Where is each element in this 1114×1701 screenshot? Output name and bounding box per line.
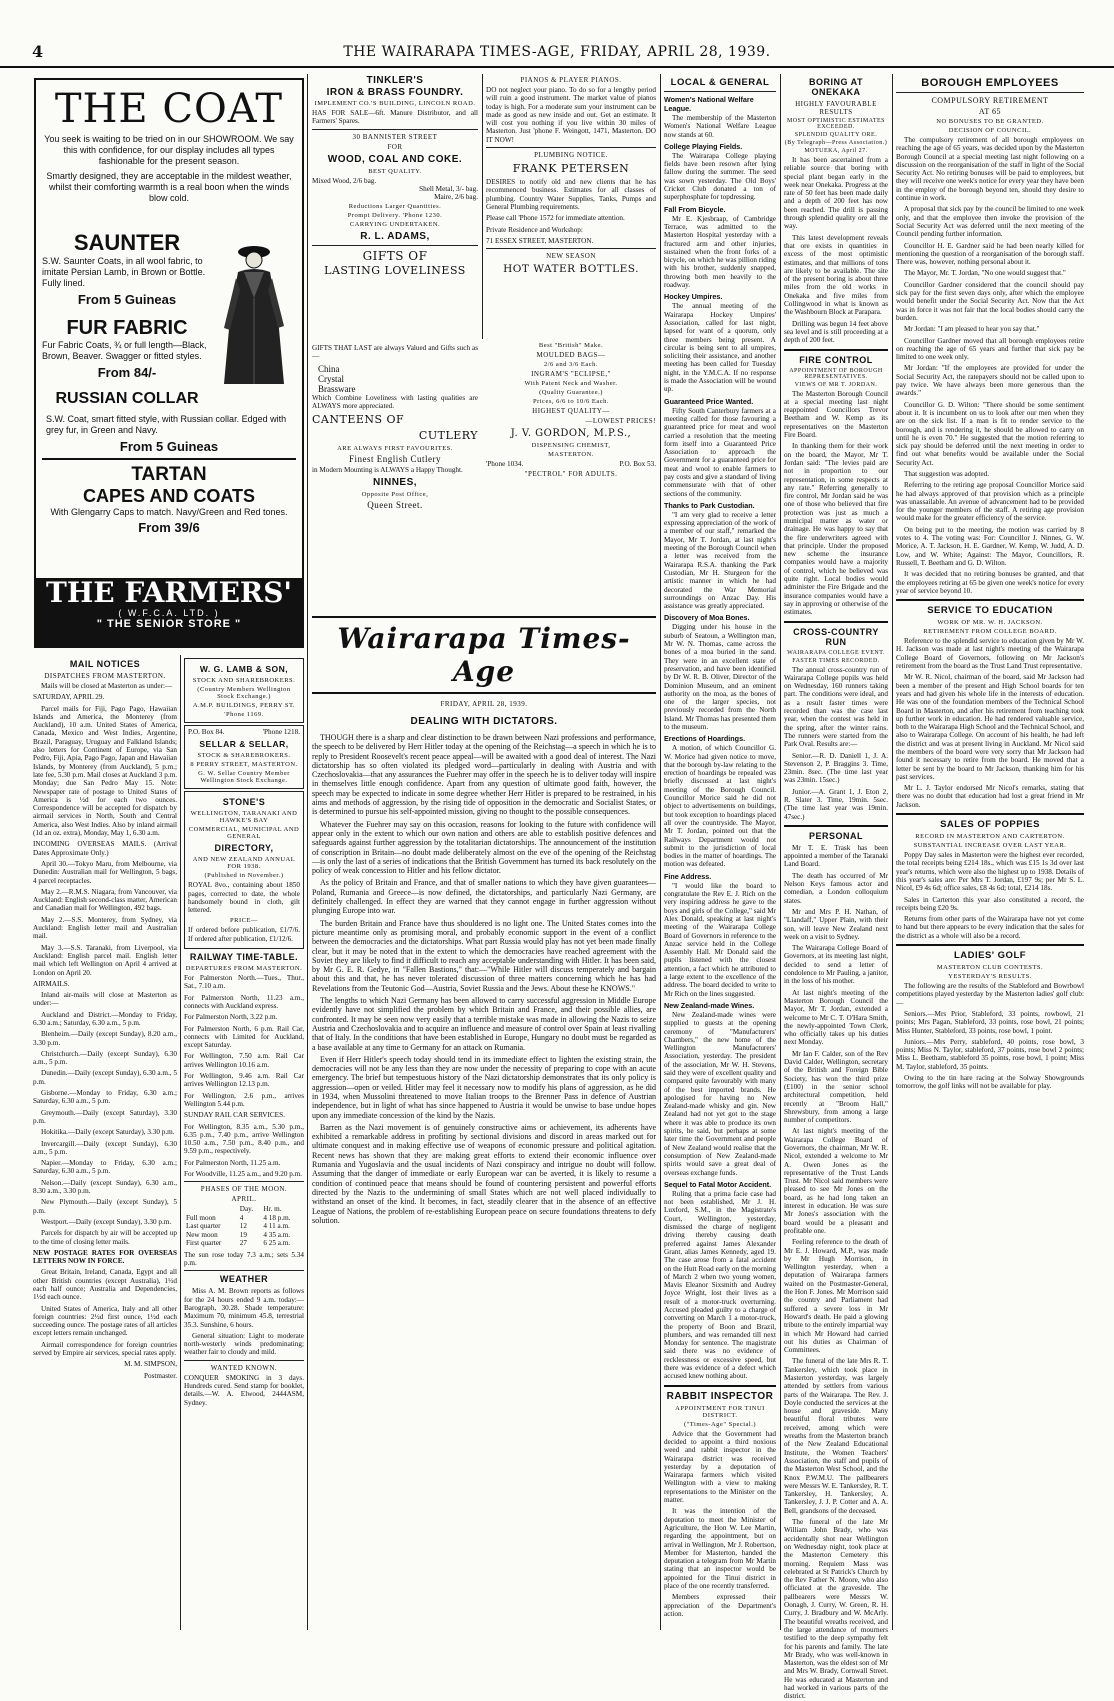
editorial-date: FRIDAY, APRIL 28, 1939.: [440, 700, 528, 708]
store-tagline: " THE SENIOR STORE ": [96, 618, 242, 630]
capes-coats-title: CAPES AND COATS: [82, 486, 255, 506]
editorial-section: Wairarapa Times-Age FRIDAY, APRIL 28, 1939. DEALING WITH DICTATORS. THOUGH there is a sharp and clear distinction to be drawn between Nazi professions and performance, the speech to be delivered by Herr Hitler today at the opening of the Reichstag—a speech in which he is to reply to President Roosevelt's recent peace appeal—will be awaited with a good deal of interest. The Nazi dictatorship has so often violated its pledged word—particularly in dealing with Austria and with Czechoslovakia—that any assurances the Fuehrer may offer in the speech he is to deliver today will inspire in themselves little enough confidence. Apart from any question of ultimate good faith, however, the speech may be expected to indicate in some degree whether Herr Hitler is prepared to be restrained, in his aims and methods of aggression, by the rising tide of opposition in the democratic and Socialist States, or is determined to pursue his self-appointed mission, giving no thought to the possible consequences. Whatever the Fuehrer may say on this occasion, reasons for looking to the future with confidence will appear only in the extent to which our own nation and others are able to establish positive defences and safeguards against further aggression by the totalitarian dictatorships. The announcement of the institution of conscription in Britain—no doubt made deliberately almost on the eve of the opening of the Reichstag—is only the last of a series of indications that the British Government has turned its back resolutely on the policy of weak concession to Hitler and his fellow dictator. As the policy of Britain and France, and that of smaller nations to which they have given guarantees—Poland, Rumania and Greece—is now defined, the dictatorships, and particularly Nazi Germany, are definitely challenged. In effect they are warned that they cannot engage in further aggression without plunging Europe into war. The burden Britain and France have thus shouldered is no light one. The United States comes into the picture meantime only as promising moral, and probably economic support in the event of a conflict between the democracies and the dictatorships. What part Russia would play has not yet been made finally clear, but it may be noted that in the extent to which the democracies have reached agreement with the Soviet they are likely to find it difficult to reach any acceptable understanding with Hitler. It has been said, by Mr G. E. R. Gedye, in "Fallen Bastions," that:—"While Hitler will discuss temperately and bargain about this and that, he has never tolerated discussion of three matters concerning which he has had Revelations from the Teutonic God—Austria, Soviet Russia and the Jews. About these he KNOWS." The lengths to which Nazi Germany has been allowed to carry successful aggression in Middle Europe evidently have not simplified the problem by which Britain and France, and their possible allies, are confronted. It may be seen now very easily that a terrible mistake was made in allowing the Nazis to seize Austria and Czechoslovakia and to acquire an influence and measure of control over Spain at least rivalling that of Italy. In the conditions that have been established in Europe, Hungary no doubt must be regarded as a base available at any time to Germany for an attack on Rumania. Even if Herr Hitler's speech today should tend in its immediate effect to lighten the existing strain, the democracies will not be any less than they are now under the necessity of preparing to cope with an acute emergency. The brief but tempestuous history of the Nazi dictatorship demonstrates that its only policy is aggression—open or veiled. Hitler may feel it necessary now to modify his plans of aggression, as he did in 1934, when Mussolini threatened to move Italian troops to the Brenner Pass in defence of Austrian independence, but in light of what has since happened to Austria it would be unwise to base undue hopes upon any immediate concession of the kind by the Nazis. Barren as the Nazi movement is of genuinely constructive aims or achievement, its adherents have exhibited a remarkable address in profiting by sectional divisions and discord in areas marked out for ultimate conquest and in making effective use of weapons of economic pressure and political agitation. Recent news has shown that they are making great efforts to extend their economic influence over Rumania and Yugoslavia and the usual incidents of Nazi conspiracy and intrigue no doubt will follow. Assuming that the danger of immediate or early European war can be averted, it is likely to resume a condition of continued peace that means should be found of countering persistent and powerful efforts directed by the Nazis to the undermining of small States which are not well placed individually to withstand an onset of the kind. It becomes, in fact, steadily clearer that in the absence of an effective League of Nations, the problem of re-establishing European peace on secure foundations threatens to defy solution.: [312, 612, 656, 1630]
store-name: THE FARMERS': [45, 576, 292, 609]
table-row: Last quarter 12 4 11 a.m.: [186, 1222, 290, 1231]
ads-column-a: [312, 74, 478, 344]
business-notices: [184, 656, 304, 1630]
coat-headline: THE COAT: [54, 86, 284, 132]
ads-column-a-lower: GIFTS THAT LAST are always Valued and Gifts such as— China Crystal Brassware Which Combine Loveliness with lasting qualities are ALWAYS more appreciated. CANTEENS OF CUTLERY ARE ALWAYS FIRST FAVOURITES. Finest English Cutlery in Modern Mounting is ALWAYS a Happy Thought. NINNES, Opposite Post Office, Queen Street.: [312, 344, 478, 511]
stones-directory-ad: STONE'S WELLINGTON, TARANAKI AND HAWKE'S BAY COMMERCIAL, MUNICIPAL AND GENERAL DIRECTORY, AND NEW ZEALAND ANNUAL FOR 1938. (Published in November.) ROYAL 8vo., containing about 1850 pages, corrected to date, the whole handsomely bound in cloth, gilt lettered. PRICE— If ordered before publication, £1/7/6. If ordered after publication, £1/12/6.: [184, 791, 304, 949]
mail-title: MAIL NOTICES: [69, 659, 141, 669]
ladies-golf-article: LADIES' GOLF MASTERTON CLUB CONTESTS. YESTERDAY'S RESULTS. The following are the results of the Stableford and Bowrbowl competitions played yesterday by the Masterton ladies' golf club:— Seniors.—Mrs Prior, Stableford, 33 points, rowbowl, 21 points; Mrs Pagan, Stableford, 33 points, rose bowl, 21 points; Miss Hunter, Stableford, 33 points, rose bowl, 1 point. Juniors.—Mrs Perry, stableford, 40 points, rose bowl, 3 points; Miss N. Taylor, stableford, 37 points, rose bowl 2 points; Miss L. Beetham, stableford 35 points, rose bowl, 1 point; Miss M. Taylor, stableford, 35 points. Owing to the tin hare racing at the Solway Showgrounds tomorrow, the golf links will not be available for play.: [896, 950, 1084, 1091]
column-rule: [660, 74, 661, 1630]
russian-collar-text: S.W. Coat, smart fitted style, with Russian collar. Edged with grey fur, in Green and Navy.: [46, 414, 287, 435]
masthead-title: THE WAIRARAPA TIMES-AGE, FRIDAY, APRIL 28, 1939.: [343, 44, 771, 60]
tinkler-ad: TINKLER'S IRON & BRASS FOUNDRY. IMPLEMENT CO.'S BUILDING, LINCOLN ROAD. HAS FOR SALE—6ft. Manure Distributor, and all Farmers' Spares.: [312, 75, 478, 126]
fur-fabric-text: Fur Fabric Coats, ¾ or full length—Black, Brown, Beaver. Swagger or fitted styles.: [42, 340, 207, 361]
moon-table: Day. Hr. m. Full moon 4 4 18 p.m. Last quarter 12 4 11 a.m. New moon 19 4 35 a.m. First quarter 27 6 25 a.m.: [184, 1205, 304, 1248]
wood-coal-ad: 30 BANNISTER STREET FOR WOOD, COAL AND COKE. BEST QUALITY. Mixed Wood, 2/6 bag. Shell Metal, 3/- bag. Maire, 2/6 bag. Reductions Larger Quantities. Prompt Delivery. 'Phone 1230. CARRYING UNDERTAKEN. R. L. ADAMS,: [312, 132, 478, 243]
coat-smartly: Smartly designed, they are acceptable in the mildest weather, whilst their comforting warmth is a real boon when the winds blow cold.: [46, 171, 292, 203]
local-general-title: LOCAL & GENERAL: [670, 77, 770, 88]
fur-fabric-title: FUR FABRIC: [66, 317, 188, 339]
coat-intro: You seek is waiting to be tried on in our SHOWROOM. We say this with confidence, for our display includes all types fashionable for the present season.: [44, 134, 294, 166]
borough-column: BOROUGH EMPLOYEES COMPULSORY RETIREMENT AT 65 NO BONUSES TO BE GRANTED. DECISION OF COUNCIL. The compulsory retirement of all borough employees on reaching the age of 65 years, was decided upon by the Masterton Borough Council at a special meeting last night following on a discussion on the reorganisation of the staff in light of the Social Security Act. No retiring bonuses will be paid to employees, but they will receive one week's notice for every year they have been in the employ of the borough beyond ten, should they desire to continue in work. A proposal that sick pay by the council be limited to one week only, and that the employee then invoke the provision of the Social Security Act was deferred until the next meeting of the Council pending further information. Councillor H. E. Gardner said he had been nearly killed for mentioning the question of a reorganisation of the borough staff. There was, however, nothing personal about it. The Mayor, Mr. T. Jordan, "No one would suggest that." Councillor Gardner considered that the council should pay sick pay for the first seven days only, after which the employee would benefit under the Social Security Act. Now that the Act was in force it was not fair that the local bodies should carry the burden. Mr Jordan: "I am pleased to hear you say that." Councillor Gardner moved that all borough employees retire on reaching the age of 65 years and further that sick pay be limited to one week only. Mr Jordan: "If the employees are provided for under the Social Security Act, the ratepayers should not be called upon to pay twice. We have always been more generous than the awards." Councillor G. D. Wilton: "There should be some sentiment about it. It is incumbent on us to look after our men when they are on the sick list. If a man is fit to render service to the borough, and is rendering it, he should be allowed to carry on until he is even 70." He suggested that the motion referring to sick pay should be deferred until the next meeting in order to find out what benefits would be available under the Social Security Act. That suggestion was adopted. Referring to the retiring age proposal Councillor Morice said he had always approved of that provision which as a principle was unassailable. An avenue of advancement had to be provided for the younger members of the staff. A retiring age provision would make for the greater efficiency of the service. On being put to the meeting, the motion was carried by 8 votes to 4. The voting was: For: Councillor J. Ninnes, G. W. Morice, A. T. Jackson, H. E. Gardner, W. Kemp, W. Judd, A. D. Low, and W. White; Against: The Mayor, Councillors, R. Russell, T. Beetham and G. D. Wilton. It was decided that no retiring bonuses be granted, and that the employees retiring at 65 be given one week's notice for every year of service beyond 10. SERVICE TO EDUCATION WORK OF MR. W. H. JACKSON. RETIREMENT FROM COLLEGE BOARD. Reference to the splendid service to education given by Mr W. H. Jackson was made at last night's meeting of the Wairarapa College Board of Governors, following on Mr Jackson's retirement from the board as the Trust Land Trust representative. Mr W. R. Nicol, chairman of the board, said Mr Jackson had been a member of the present and High School boards for ten years and had given his whole life in the interests of education. He was one of the foundation members of the Technical School Board in Masterton, and after his retirement from teaching took up further work in education. He had rendered valuable service, both to the Wairarapa High School and the Technical School, and also to Wairarapa College. On account of his health, he had left the district and was at present living in Auckland. Mr Nicol said the members of the board were very sorry that Mr Jackson had found it necessary to retire from the board. He moved that a letter be sent by the board to Mr Jackson, thanking him for his past services. Mr L. J. Taylor endorsed Mr Nicol's remarks, stating that there was no doubt that education had lost a great friend in Mr Jackson. SALES OF POPPIES RECORD IN MASTERTON AND CARTERTON. SUBSTANTIAL INCREASE OVER LAST YEAR. Poppy Day sales in Masterton were the highest ever recorded, the total receipts being £214 18s., which was £15 1s 3d over last year's returns, which were also the highest up to 1938. Details of this year's sales are: Per Mrs T. Jordan, £197 9s; per Mr S. L. Nicol, £9 4s 6d; office sales, £8 4s 6d; total, £214 18s. Sales in Carterton this year also constituted a record, the receipts being £20 9s. Returns from other parts of the Wairarapa have not yet come to hand but there appears to be every indication that the sales for the district as a whole will also be a record. LADIES' GOLF MASTERTON CLUB CONTESTS. YESTERDAY'S RESULTS. The following are the results of the Stableford and Bowrbowl competitions played yesterday by the Masterton ladies' golf club:— Seniors.—Mrs Prior, Stableford, 33 points, rowbowl, 21 points; Mrs Pagan, Stableford, 33 points, rose bowl, 21 points; Miss Hunter, Stableford, 33 points, rose bowl, 1 point. Juniors.—Mrs Perry, stableford, 40 points, rose bowl, 3 points; Miss N. Taylor, stableford, 37 points, rose bowl 2 points; Miss L. Beetham, stableford 35 points, rose bowl, 1 point; Miss M. Taylor, stableford, 35 points. Owing to the tin hare racing at the Solway Showgrounds tomorrow, the golf links will not be available for play.: [896, 77, 1084, 1091]
table-row: First quarter 27 6 25 a.m.: [186, 1239, 291, 1248]
pianos-ad: PIANOS & PLAYER PIANOS. DO not neglect your piano. To do so for a lengthy period will ruin a good instrument. The market value of pianos today is high. For a moderate sum your instrument can be made as good as new inside and out. Get an estimate. It will cost you nothing if you live within 30 miles of Masterton. Just 'phone F. Weingott, 1471, Masterton. DO IT NOW!: [486, 76, 656, 144]
saunter-text: S.W. Saunter Coats, in all wool fabric, to imitate Persian Lamb, in Brown or Bottle. Fully lined.: [42, 256, 206, 288]
boring-title: BORING AT ONEKAKA: [809, 77, 863, 97]
column-rule: [180, 655, 181, 1630]
borough-title: BOROUGH EMPLOYEES: [921, 77, 1059, 89]
newspaper-nameplate: Wairarapa Times-Age: [337, 622, 631, 688]
fire-control-title: FIRE CONTROL: [799, 354, 873, 365]
weather-report: WEATHER Miss A. M. Brown reports as follows for the 24 hours ended 9 a.m. today:—Barograph, 30.28. Shade temperature: Maximum 70, minimum 45.8, terrestrial 35.3. Sunshine, 6 hours. General situation: Light to moderate north-westerly winds predominating; weather fair to cloudy and mild.: [184, 1274, 304, 1357]
ads-column-b: [486, 74, 656, 340]
tartan-text: With Glengarry Caps to match. Navy/Green and Red tones.: [50, 507, 288, 517]
cross-country-title: CROSS-COUNTRY RUN: [793, 626, 879, 647]
column-rule: [307, 74, 308, 1630]
personal-title: PERSONAL: [808, 830, 863, 841]
railway-timetable: RAILWAY TIME-TABLE. DEPARTURES FROM MASTERTON. For Palmerston North.—Tues., Thur., Sat., 7.10 a.m. For Palmerston North, 11.23 a.m., connects with Auckland express. For Palmerston North, 3.22 p.m. For Palmerston North, 6 p.m. Rail Car, connects with Limited for Auckland, except Saturday. For Wellington, 7.50 a.m. Rail Car arrives Wellington 10.16 a.m. For Wellington, 9.46 a.m. Rail Car arrives Wellington 12.13 p.m. For Wellington, 2.6 p.m., arrives Wellington 5.44 p.m. SUNDAY RAIL CAR SERVICES. For Wellington, 8.35 a.m., 5.30 p.m., 6.35 p.m., 7.40 p.m., arrive Wellington 10.50 a.m., 7.50 p.m., 8.40 p.m., and 9.59 p.m., respectively. For Palmerston North, 11.25 a.m. For Woodville, 11.25 a.m., and 9.20 p.m.: [184, 952, 304, 1179]
moon-phases: PHASES OF THE MOON. APRIL. Day. Hr. m. Full moon 4 4 18 p.m. Last quarter 12 4 11 a.m. New moon 19 4 35 a.m. First quarter 27 6 25 a.m. The sun rose today 7.3 a.m.; sets 5.34 p.m.: [184, 1185, 304, 1268]
column-rule: [780, 74, 781, 1630]
rabbit-inspector-article: RABBIT INSPECTOR APPOINTMENT FOR TINUI DISTRICT. ("Times-Age" Special.) Advice that the Government had decided to appoint a third noxious weed and rabbit inspector in the Wairarapa district was received yesterday by a deputation of Wairarapa farmers which visited Wellington with a view to making representations to the Minister on the matter. It was the intention of the deputation to meet the Minister of Agriculture, the Hon W. Lee Martin, regarding the appointment, but on arrival in Wellington, Mr J. Robertson, Member for Masterton, handed the deputation a telegram from Mr Martin stating that an inspector would be appointed for the Tinui district in place of the one recently transferred. Members expressed their appreciation of the Department's action.: [664, 1390, 776, 1618]
column-rule: [892, 74, 893, 1630]
russian-collar-price: From 5 Guineas: [119, 439, 219, 454]
sellar-ad: P.O. Box 84. 'Phone 1218. SELLAR & SELLAR, STOCK & SHAREBROKERS. 8 PERRY STREET, MASTERTON. G. W. Sellar Country Member Wellington Stock Exchange.: [184, 725, 304, 789]
coat-advertisement: [34, 78, 304, 648]
column-rule: [482, 74, 483, 339]
store-sub: ( W.F.C.A. LTD. ): [118, 608, 220, 618]
saunter-price: From 5 Guineas: [77, 292, 177, 307]
table-row: Full moon 4 4 18 p.m.: [186, 1213, 291, 1222]
ads-column-b-lower: Best "British" Make. MOULDED BAGS— 2/6 and 3/6 Each. INGRAM'S "ECLIPSE," With Patent Neck and Washer. (Quality Guarantee.) Prices, 6/6 to 10/6 Each. HIGHEST QUALITY— —LOWEST PRICES! J. V. GORDON, M.P.S., DISPENSING CHEMIST, MASTERTON. 'Phone 1034. P.O. Box 53. "PECTROL" FOR ADULTS.: [486, 342, 656, 479]
poppies-article: SALES OF POPPIES RECORD IN MASTERTON AND CARTERTON. SUBSTANTIAL INCREASE OVER LAST YEAR. Poppy Day sales in Masterton were the highest ever recorded, the total receipts being £214 18s., which was £15 1s 3d over last year's returns, which were also the highest up to 1938. Details of this year's sales are: Per Mrs T. Jordan, £197 9s; per Mr S. L. Nicol, £9 4s 6d; office sales, £8 4s 6d; total, £214 18s. Sales in Carterton this year also constituted a record, the receipts being £20 9s. Returns from other parts of the Wairarapa have not yet come to hand but there appears to be every indication that the sales for the district as a whole will also be a record.: [896, 819, 1084, 940]
service-education-article: SERVICE TO EDUCATION WORK OF MR. W. H. JACKSON. RETIREMENT FROM COLLEGE BOARD. Reference to the splendid service to education given by Mr W. H. Jackson was made at last night's meeting of the Wairarapa College Board of Governors, following on Mr Jackson's retirement from the board as the Trust Land Trust representative. Mr W. R. Nicol, chairman of the board, said Mr Jackson had been a member of the present and High School boards for ten years and had given his whole life in the interests of education. He was one of the foundation members of the Technical School Board in Masterton, and after his retirement from teaching took up further work in education. He had rendered valuable service, both to the Wairarapa High School and the Technical School, and also to Wairarapa College. On account of his health, he had left the district and was at present living in Auckland. Mr Nicol said the members of the board were very sorry that Mr Jackson had found it necessary to retire from the board. He moved that a letter be sent by the board to Mr Jackson, thanking him for his past services. Mr L. J. Taylor endorsed Mr Nicol's remarks, stating that there was no doubt that education had lost a great friend in Mr Jackson.: [896, 605, 1084, 809]
woman-in-coat-illustration: [214, 238, 294, 388]
editorial-title: DEALING WITH DICTATORS.: [410, 716, 558, 727]
farmers-store-banner: [36, 578, 302, 646]
tartan-price: From 39/6: [138, 520, 200, 535]
ninnes-gifts-ad: GIFTS OF LASTING LOVELINESS: [324, 249, 466, 278]
mail-notices: MAIL NOTICES DISPATCHES FROM MASTERTON. Mails will be closed at Masterton as under:— SATURDAY, APRIL 29. Parcel mails for Fiji, Pago Pago, Hawaiian Islands and America, the Monterey (from Auckland), 10 a.m. United States of America, Canada, Mexico and West Indies, Argentine, Brazil, Paraguay, Uruguay and Falkland Islands; also letters for Continent of Europe, via San Pedro, Fiji, Apia, Pago Pago, Japan and Hawaiian Islands, by Monterey (from Auckland), 5 p.m.; late fee, 5.30 p.m. Mail closes at Auckland 3 p.m. Monday; due San Pedro May 15. Note: Newspaper rate of postage to United States of America is ½d for each two ounces. Correspondence will be accepted for dispatch by airmail services in North, South and Central America, also West Indies. Also by inland airmail (1d an oz. extra), Monday, May 1, 6.30 a.m. INCOMING OVERSEAS MAILS. (Arrival Dates Approximate Only.) April 30.—Tokyo Maru, from Melbourne, via Dunedin: Australian mail for Wellington, 5 bags, 4 parcel receptacles. May 2.—R.M.S. Niagara, from Vancouver, via Auckland: English second-class matter, American and Canadian mail for Wellington, 492 bags. May 2.—S.S. Monterey, from Sydney, via Auckland: English letter mail and Australian mail. May 3.—S.S. Taranaki, from Liverpool, via Auckland: English parcel mail. English letter mail which left Wellington on April 4 arrived at London on April 20. AIRMAILS. Inland air-mails will close at Masterton as under:— Auckland and District.—Monday to Friday, 6.30 a.m.; Saturday, 6.30 a.m., 5 p.m. Blenheim.—Daily (except Sunday), 8.20 a.m., 3.30 p.m. Christchurch.—Daily (except Sunday), 6.30 a.m., 5 p.m. Dunedin.—Daily (except Sunday), 6.30 a.m., 5 p.m. Gisborne.—Monday to Friday, 6.30 a.m.; Saturday, 6.30 a.m., 5 p.m. Greymouth.—Daily (except Saturday), 3.30 p.m. Hokitika.—Daily (except Saturday), 3.30 p.m. Invercargill.—Daily (except Sunday), 6.30 a.m., 5 p.m. Napier.—Monday to Friday, 6.30 a.m.; Saturday, 6.30 a.m., 5 p.m. Nelson.—Daily (except Sunday), 6.30 a.m., 8.30 a.m., 3.30 p.m. New Plymouth.—Daily (except Sunday), 5 p.m. Westport.—Daily (except Sunday), 3.30 p.m. Parcels for dispatch by air will be accepted up to the time of closing letter mails. NEW POSTAGE RATES FOR OVERSEAS LETTERS NOW IN FORCE. Great Britain, Ireland, Canada, Egypt and all other British countries (except Australia), 1½d each half ounce; Australia and Dependencies, 1½d each ounce. United States of America, Italy and all other foreign countries: 2½d first ounce, 1½d each succeeding ounce. The postage rates of all articles except letters remain unchanged. Airmail correspondence for foreign countries served by Empire air services, special rates apply. M. M. SIMPSON, Postmaster.: [33, 659, 177, 1380]
masthead: [0, 40, 1114, 68]
plumbing-ad: PLUMBING NOTICE. FRANK PETERSEN DESIRES to notify old and new clients that he has recommenced business. Estimates for all classes of plumbing. Country Water Supplies, Tanks, Pumps and General Plumbing requirements. Please call 'Phone 1572 for immediate attention. Private Residence and Workshop: 71 ESSEX STREET, MASTERTON.: [486, 151, 656, 245]
gordon-chemist-ad: NEW SEASON HOT WATER BOTTLES.: [503, 252, 639, 276]
saunter-title: SAUNTER: [73, 230, 181, 255]
page-number: 4: [32, 42, 44, 61]
local-general-column: LOCAL & GENERAL Women's National Welfare League. The membership of the Masterton Women's National Welfare League now stands at 60. College Playing Fields. The Wairarapa College playing fields have been resown after lying fallow during the summer. The seed was sown yesterday. The Old Boys' Cricket Club donated a ton of superphosphate for topdressing. Fall From Bicycle. Mr E. Kjesbraap, of Cambridge Terrace, was admitted to the Masterton Hospital yesterday with a fractured arm and other injuries, sustained when the front forks of a bicycle, on which he was pillion riding with his brother, suddenly snapped, throwing both men heavily to the roadway. Hockey Umpires. The annual meeting of the Wairarapa Hockey Umpires' Association, called for last night, lapsed for want of a quorum, only three members being present. A circular is being sent to all umpires, soliciting their assistance, and another meeting has been called for Tuesday night, in the Y.M.C.A. If no response is made the Association will be wound up. Guaranteed Price Wanted. Fifty South Canterbury farmers at a meeting called for those favouring a guaranteed price for meat and wool carried a resolution that the meeting form itself into a Guaranteed Price Association to approach the Government for a guaranteed price for meat and wool to enable farmers to pay costs and give a standard of living commensurate with that of other sections of the community. Thanks to Park Custodian. "I am very glad to receive a letter expressing appreciation of the work of a member of our staff," remarked the Mayor, Mr T. Jordan, at last night's meeting of the Borough Council when a letter was received from the Wairarapa R.S.A. thanking the Park Custodian, Mr H. Sturgeon for the artistic manner in which he had decorated the War Memorial surroundings on Anzac Day. His assistance was greatly appreciated. Discovery of Moa Bones. Digging under his house in the suburb of Seatoun, a Wellington man, Mr W. N. Thomas, came across the bones of a moa buried in the sand. They were in an excellent state of preservation, and have been identified by Dr W. R. B. Oliver, Director of the Dominion Museum, and an eminent authority on the moa, as the bones of one of the larger species, not previously recorded from the North Island. Mr Thomas has presented them to the museum. Erections of Hoardings. A motion, of which Councillor G. W. Morice had given notice to move, that the borough by-law relating to the erection of hoardings be repealed was briefly discussed at last night's meeting of the Borough Council. Councillor Morice said he did not object to advertisements on buildings, but took exception to hoardings placed all over the countryside. The Mayor, Mr T. Jordan, pointed out that the Railways Department would not submit to the jurisdiction of local bodies in the matter of hoardings. The motion was defeated. Fine Address. "I would like the board to congratulate the Rev E. J. Rich on the very inspiring address he gave to the boys and girls of the College," said Mr Alex Donald, speaking at last night's meeting of the Wairarapa College Board of Governors in reference to the Anzac service held in the College Assembly Hall. Mr Donald said the pupils listened with the closest attention, a fact which he attributed to a large extent to the excellence of the address. The board decided to write to Mr Rich on the lines suggested. New Zealand-made Wines. New Zealand-made wines were supplied to guests at the opening ceremony of "Manufacturers' Chambers," the new home of the Wellington Manufacturers' Association, yesterday. The president of the association, Mr W. H. Stevens, said they were of excellent quality and compared quite favourably with many of the best imported brands. He apologised for having no New Zealand-made whisky and gin. New Zealand had not yet got to the stage where it was able to produce its own spirits, he said, but perhaps at some later time the Government and people of New Zealand would realise that the consumption of New Zealand-made spirits would save a great deal of overseas exchange funds. Sequel to Fatal Motor Accident. Ruling that a prima facie case had not been established, Mr J. H. Luxford, S.M., in the Magistrate's Court, Wellington, yesterday, dismissed the charge of negligent driving thereby causing death preferred against James Alexander Grant, alias James Kennedy, aged 19. The case arose from a fatal accident on the Hutt Road early on the morning of March 2 when two young women, Mavis Eleanor Sixsmith and Audrey Joyce Wright, lost their lives as a result of a motor-truck overturning. Accused pleaded guilty to a charge of converting on March 1 a motor-truck, the property of Boon and Brazil, plumbers, and was remanded till next Monday for sentence. The magistrate said there was no evidence of recklessness or excessive speed, but there was evidence of a defect which accused knew nothing about. RABBIT INSPECTOR APPOINTMENT FOR TINUI DISTRICT. ("Times-Age" Special.) Advice that the Government had decided to appoint a third noxious weed and rabbit inspector in the Wairarapa district was received yesterday by a deputation of Wairarapa farmers which visited Wellington with a view to making representations to the Minister on the matter. It was the intention of the deputation to meet the Minister of Agriculture, the Hon W. Lee Martin, regarding the appointment, but on arrival in Wellington, Mr J. Robertson, Member for Masterton, handed the deputation a telegram from Mr Martin stating that an inspector would be appointed for the Tinui district in place of the one recently transferred. Members expressed their appreciation of the Department's action.: [664, 77, 776, 1618]
boring-personal-column: BORING AT ONEKAKA HIGHLY FAVOURABLE RESULTS MOST OPTIMISTIC ESTIMATES EXCEEDED. SPLENDID QUALITY ORE. (By Telegraph—Press Association.) MOTUEKA, April 27. It has been ascertained from a reliable source that boring with special plant began early in the week near Onekaka. Progress at the rate of 50 feet has been made daily and a depth of 200 feet has now been reached. The drill is passing through splendid quality ore all the way. This latest development reveals that ore exists in quantities in excess of the most optimistic estimates, and that millions of tons are likely to be available. The site of the present boring is about three miles from the old works in Onekaka and five miles from Collingwood in what is known as the Washbourn Block at Parapara. Drilling was begun 14 feet above sea level and is still proceeding at a depth of 200 feet. FIRE CONTROL APPOINTMENT OF BOROUGH REPRESENTATIVES. VIEWS OF MR T. JORDAN. The Masterton Borough Council at a special meeting last night reappointed Councillors Trevor Beetham and W. Kemp as its representatives on the Masterton Fire Board. In thanking them for their work on the board, the Mayor, Mr T. Jordan said: "The levies paid are not in proportion to our representation, in some respects at any rate." Referring generally to fire control, Mr Jordan said he was one of those who believed that fire protection was just as much a municipal matter as water or drainage. He was happy to say that the fire underwriters agreed with that principle. Under the proposed new scheme the insurance companies would have a majority of control, which he believed was quite right. Local bodies would administer the Fire Brigade and the insurance companies would have a say in approving or otherwise of the estimates. CROSS-COUNTRY RUN WAIRARAPA COLLEGE EVENT. FASTER TIMES RECORDED. The annual cross-country run of Wairarapa College pupils was held on Wednesday, 160 runners taking part. The conditions were ideal, and as a result faster times were recorded than was the case last year, when the contest was held in the spring, after the winter rains. The runners were started from the Park Oval. Results are:— Senior.—R. D. Daniell 1, J. A. Stevenson 2, P. Braggins 3. Time, 23min. 8sec. (The time last year was 23min. 15sec.) Junior.—A. Grant 1, J. Eton 2, R. Slater 3. Time, 19min. 5sec. (The time last year was 19min. 47sec.) PERSONAL Mr T. E. Trask has been appointed a member of the Taranaki Land Board. The death has occurred of Mr Nelson Keys famous actor and comedian, a London colloquium states. Mr and Mrs P. H. Nathan, of "Llandaff," Upper Plain, with their son, will leave New Zealand next week on a visit to Sydney. The Wairarapa College Board of Governors, at its meeting last night, decided to send a letter of condolence to Mr Pauling, a janitor, in the loss of his mother. At last night's meeting of the Masterton Borough Council the Mayor, Mr T. Jordan, extended a welcome to Mr C. T. O'Hara Smith, the newly-appointed Town Clerk, who officially takes up his duties next Monday. Mr Ian F. Calder, son of the Rev David Calder, Wellington, secretary of the British and Foreign Bible Society, has won the third prize (£100) in the senior school architectural competition, held recently at "Broom Hall," Shrewsbury, from among a large number of competitors. At last night's meeting of the Wairarapa College Board of Governors, the chairman, Mr W. R. Nicol, extended a welcome to Mr A. Owen Jones as the representative of the Trust Lands Trust. Mr Nicol said members were pleased to see Mr Jones on the board, as he had long taken an interest in education. He was sure Mr Jones's association with the board would be a pleasant and profitable one. Feeling reference to the death of Mr E. J. Howard, M.P., was made by Mr Hugh Morrison, in Wellington yesterday, when a deputation of Wairarapa farmers waited on the Postmaster-General, the Hon F. Jones. Mr Morrison said the country and Parliament had suffered a severe loss in Mr Howard's death. He paid a glowing tribute to the entirely impartial way in which Mr Howard had carried out his duties as Chairman of Committees. The funeral of the late Mrs R. T. Tankersley, which took place in Masterton yesterday, was largely attended by settlers from various parts of the Wairarapa. The Rev. J. Doyle conducted the services at the house and graveside. Many beautiful floral tributes were received, among which were wreaths from the Masterton branch of the New Zealand Educational Institute, the Women Teachers' Association, the staff and pupils of the Masterton West School, and the Knox P.W.M.U. The pallbearers were Messrs W. E. Tankersley, R. T. Tankersley, H. Tankersley, A. Tankersley, J. J. P. Cotter and A. A. Bell, grandsons of the deceased. The funeral of the late Mr William John Brady, who was accidentally shot near Wellington on Wednesday night, took place at the Masterton Cemetery this morning. Requiem Mass was celebrated at St Patrick's Church by the Rev Father N. Moore, who also officiated at the graveside. The pallbearers were Messrs W. Oonagh, J. Curry, W. Green, R. H. Curry, J. Bradbury and W. McArly. The beautiful wreaths received, and the large attendance of mourners testified to the deep sympathy felt for his parents and family. The late Mr Brady, who was well-known in Masterton, was the eldest son of Mr and Mrs W. Brady, Cornwall Street. He was educated at Masterton and had worked in various parts of the district.: [784, 77, 888, 1701]
tartan-title: TARTAN: [131, 464, 207, 485]
russian-collar-title: RUSSIAN COLLAR: [55, 390, 199, 407]
wanted-known: WANTED KNOWN. CONQUER SMOKING in 3 days. Hundreds cured. Send stamp for booklet, details.—W. A. Elwood, 2444ASM, Sydney.: [184, 1363, 304, 1407]
table-row: New moon 19 4 35 a.m.: [186, 1230, 291, 1239]
fur-fabric-price: From 84/-: [97, 365, 157, 380]
lamb-ad: W. G. LAMB & SON, STOCK AND SHAREBROKERS. (Country Members Wellington Stock Exchange.) A.M.P. BUILDINGS, PERRY ST. 'Phone 1169.: [184, 658, 304, 723]
